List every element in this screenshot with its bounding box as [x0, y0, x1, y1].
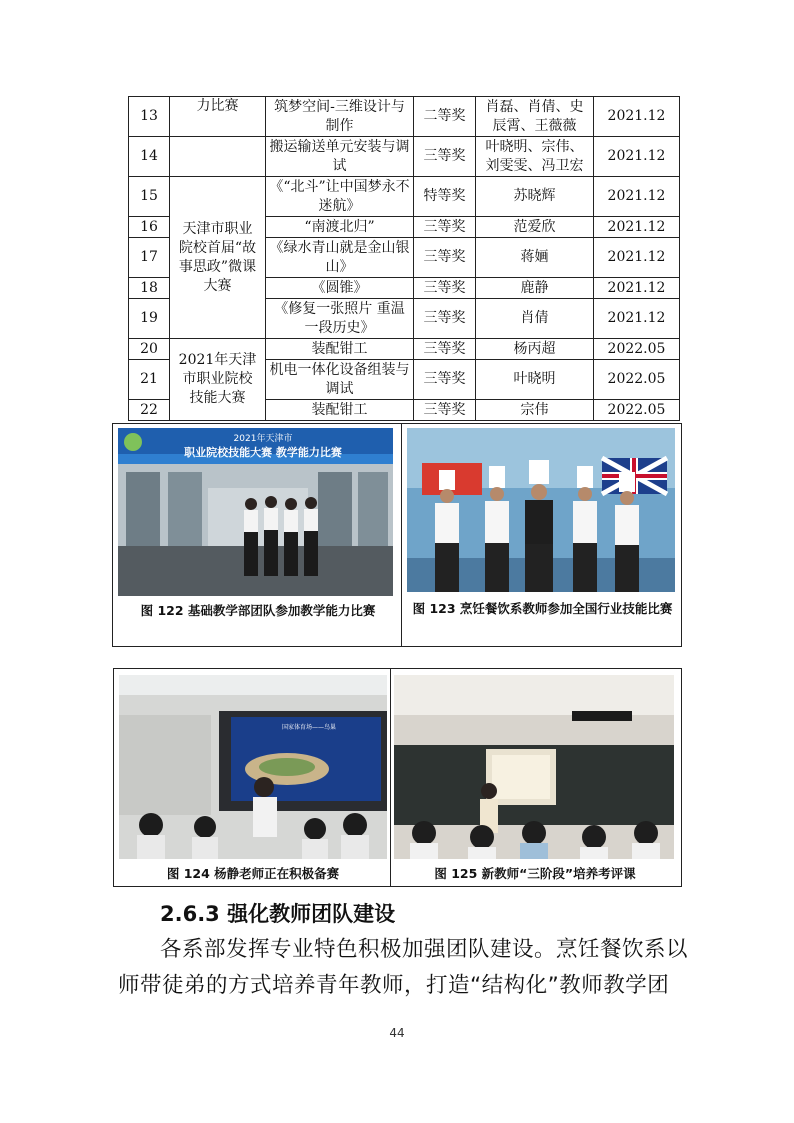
work-title: 《绿水青山就是金山银山》	[266, 238, 414, 278]
award-people: 叶晓明	[476, 360, 594, 400]
award-level: 三等奖	[414, 299, 476, 339]
photo-cooking-teachers	[407, 428, 675, 592]
award-level: 三等奖	[414, 278, 476, 299]
row-number: 14	[129, 137, 170, 177]
photo-new-teacher-class	[394, 675, 674, 859]
award-level: 三等奖	[414, 400, 476, 421]
row-number: 13	[129, 97, 170, 137]
svg-text:国家体育场——鸟巢: 国家体育场——鸟巢	[281, 724, 337, 731]
work-title: 装配钳工	[266, 400, 414, 421]
row-number: 19	[129, 299, 170, 339]
award-date: 2021.12	[594, 238, 680, 278]
award-level: 特等奖	[414, 177, 476, 217]
table-row	[129, 177, 680, 217]
award-date: 2022.05	[594, 400, 680, 421]
work-title: “南渡北归”	[266, 217, 414, 238]
award-people: 宗伟	[476, 400, 594, 421]
award-level: 三等奖	[414, 238, 476, 278]
award-date: 2021.12	[594, 137, 680, 177]
figure-divider	[401, 423, 402, 647]
figure-caption-125: 图 125 新教师“三阶段”培养考评课	[434, 866, 636, 881]
figure-caption-124: 图 124 杨静老师正在积极备赛	[166, 866, 340, 881]
award-date: 2022.05	[594, 360, 680, 400]
award-level: 三等奖	[414, 360, 476, 400]
award-people: 范爱欣	[476, 217, 594, 238]
photo-new-teacher-image	[394, 675, 674, 859]
competition-name: 力比赛	[170, 97, 266, 137]
row-number: 17	[129, 238, 170, 278]
work-title: 搬运输送单元安装与调试	[266, 137, 414, 177]
award-people: 蒋婳	[476, 238, 594, 278]
award-level: 三等奖	[414, 137, 476, 177]
work-title: 《修复一张照片 重温一段历史》	[266, 299, 414, 339]
row-number: 16	[129, 217, 170, 238]
award-level: 三等奖	[414, 339, 476, 360]
award-people: 杨丙超	[476, 339, 594, 360]
award-people: 苏晓辉	[476, 177, 594, 217]
figure-caption-123: 图 123 烹饪餐饮系教师参加全国行业技能比赛	[412, 601, 673, 616]
award-people: 鹿静	[476, 278, 594, 299]
competition-name: 2021年天津市职业院校技能大赛	[170, 339, 266, 421]
svg-text:2021年天津市: 2021年天津市	[233, 434, 293, 444]
table-row	[129, 97, 680, 137]
award-date: 2021.12	[594, 97, 680, 137]
table-row	[129, 137, 680, 177]
body-text-line: 各系部发挥专业特色积极加强团队建设。烹饪餐饮系以	[160, 937, 689, 962]
award-date: 2021.12	[594, 299, 680, 339]
competition-name: 天津市职业院校首届“故事思政”微课大赛	[170, 177, 266, 339]
award-people: 肖倩	[476, 299, 594, 339]
award-people: 肖磊、肖倩、史辰霄、王薇薇	[476, 97, 594, 137]
competition-name-empty	[170, 137, 266, 177]
work-title: 筑梦空间-三维设计与制作	[266, 97, 414, 137]
section-heading: 2.6.3 强化教师团队建设	[160, 902, 396, 926]
row-number: 20	[129, 339, 170, 360]
award-people: 叶晓明、宗伟、刘雯雯、冯卫宏	[476, 137, 594, 177]
photo-cooking-teachers-image	[407, 428, 675, 592]
figure-caption-122: 图 122 基础教学部团队参加教学能力比赛	[140, 603, 376, 618]
table-row	[129, 339, 680, 360]
photo-teaching-team-image	[118, 428, 393, 596]
row-number: 22	[129, 400, 170, 421]
page-number: 44	[389, 1026, 405, 1040]
award-level: 二等奖	[414, 97, 476, 137]
award-date: 2022.05	[594, 339, 680, 360]
body-text-line: 师带徒弟的方式培养青年教师，打造“结构化”教师教学团	[118, 973, 670, 998]
award-date: 2021.12	[594, 278, 680, 299]
photo-teaching-team	[118, 428, 393, 596]
figure-divider	[390, 668, 391, 887]
photo-yang-jing-image	[119, 675, 387, 859]
photo-yang-jing-preparing	[119, 675, 387, 859]
row-number: 15	[129, 177, 170, 217]
award-level: 三等奖	[414, 217, 476, 238]
awards-table	[128, 96, 680, 421]
svg-text:职业院校技能大赛 教学能力比赛: 职业院校技能大赛 教学能力比赛	[184, 446, 342, 459]
work-title: 机电一体化设备组装与调试	[266, 360, 414, 400]
award-date: 2021.12	[594, 217, 680, 238]
row-number: 21	[129, 360, 170, 400]
row-number: 18	[129, 278, 170, 299]
work-title: 《“北斗”让中国梦永不迷航》	[266, 177, 414, 217]
work-title: 《圆锥》	[266, 278, 414, 299]
work-title: 装配钳工	[266, 339, 414, 360]
award-date: 2021.12	[594, 177, 680, 217]
